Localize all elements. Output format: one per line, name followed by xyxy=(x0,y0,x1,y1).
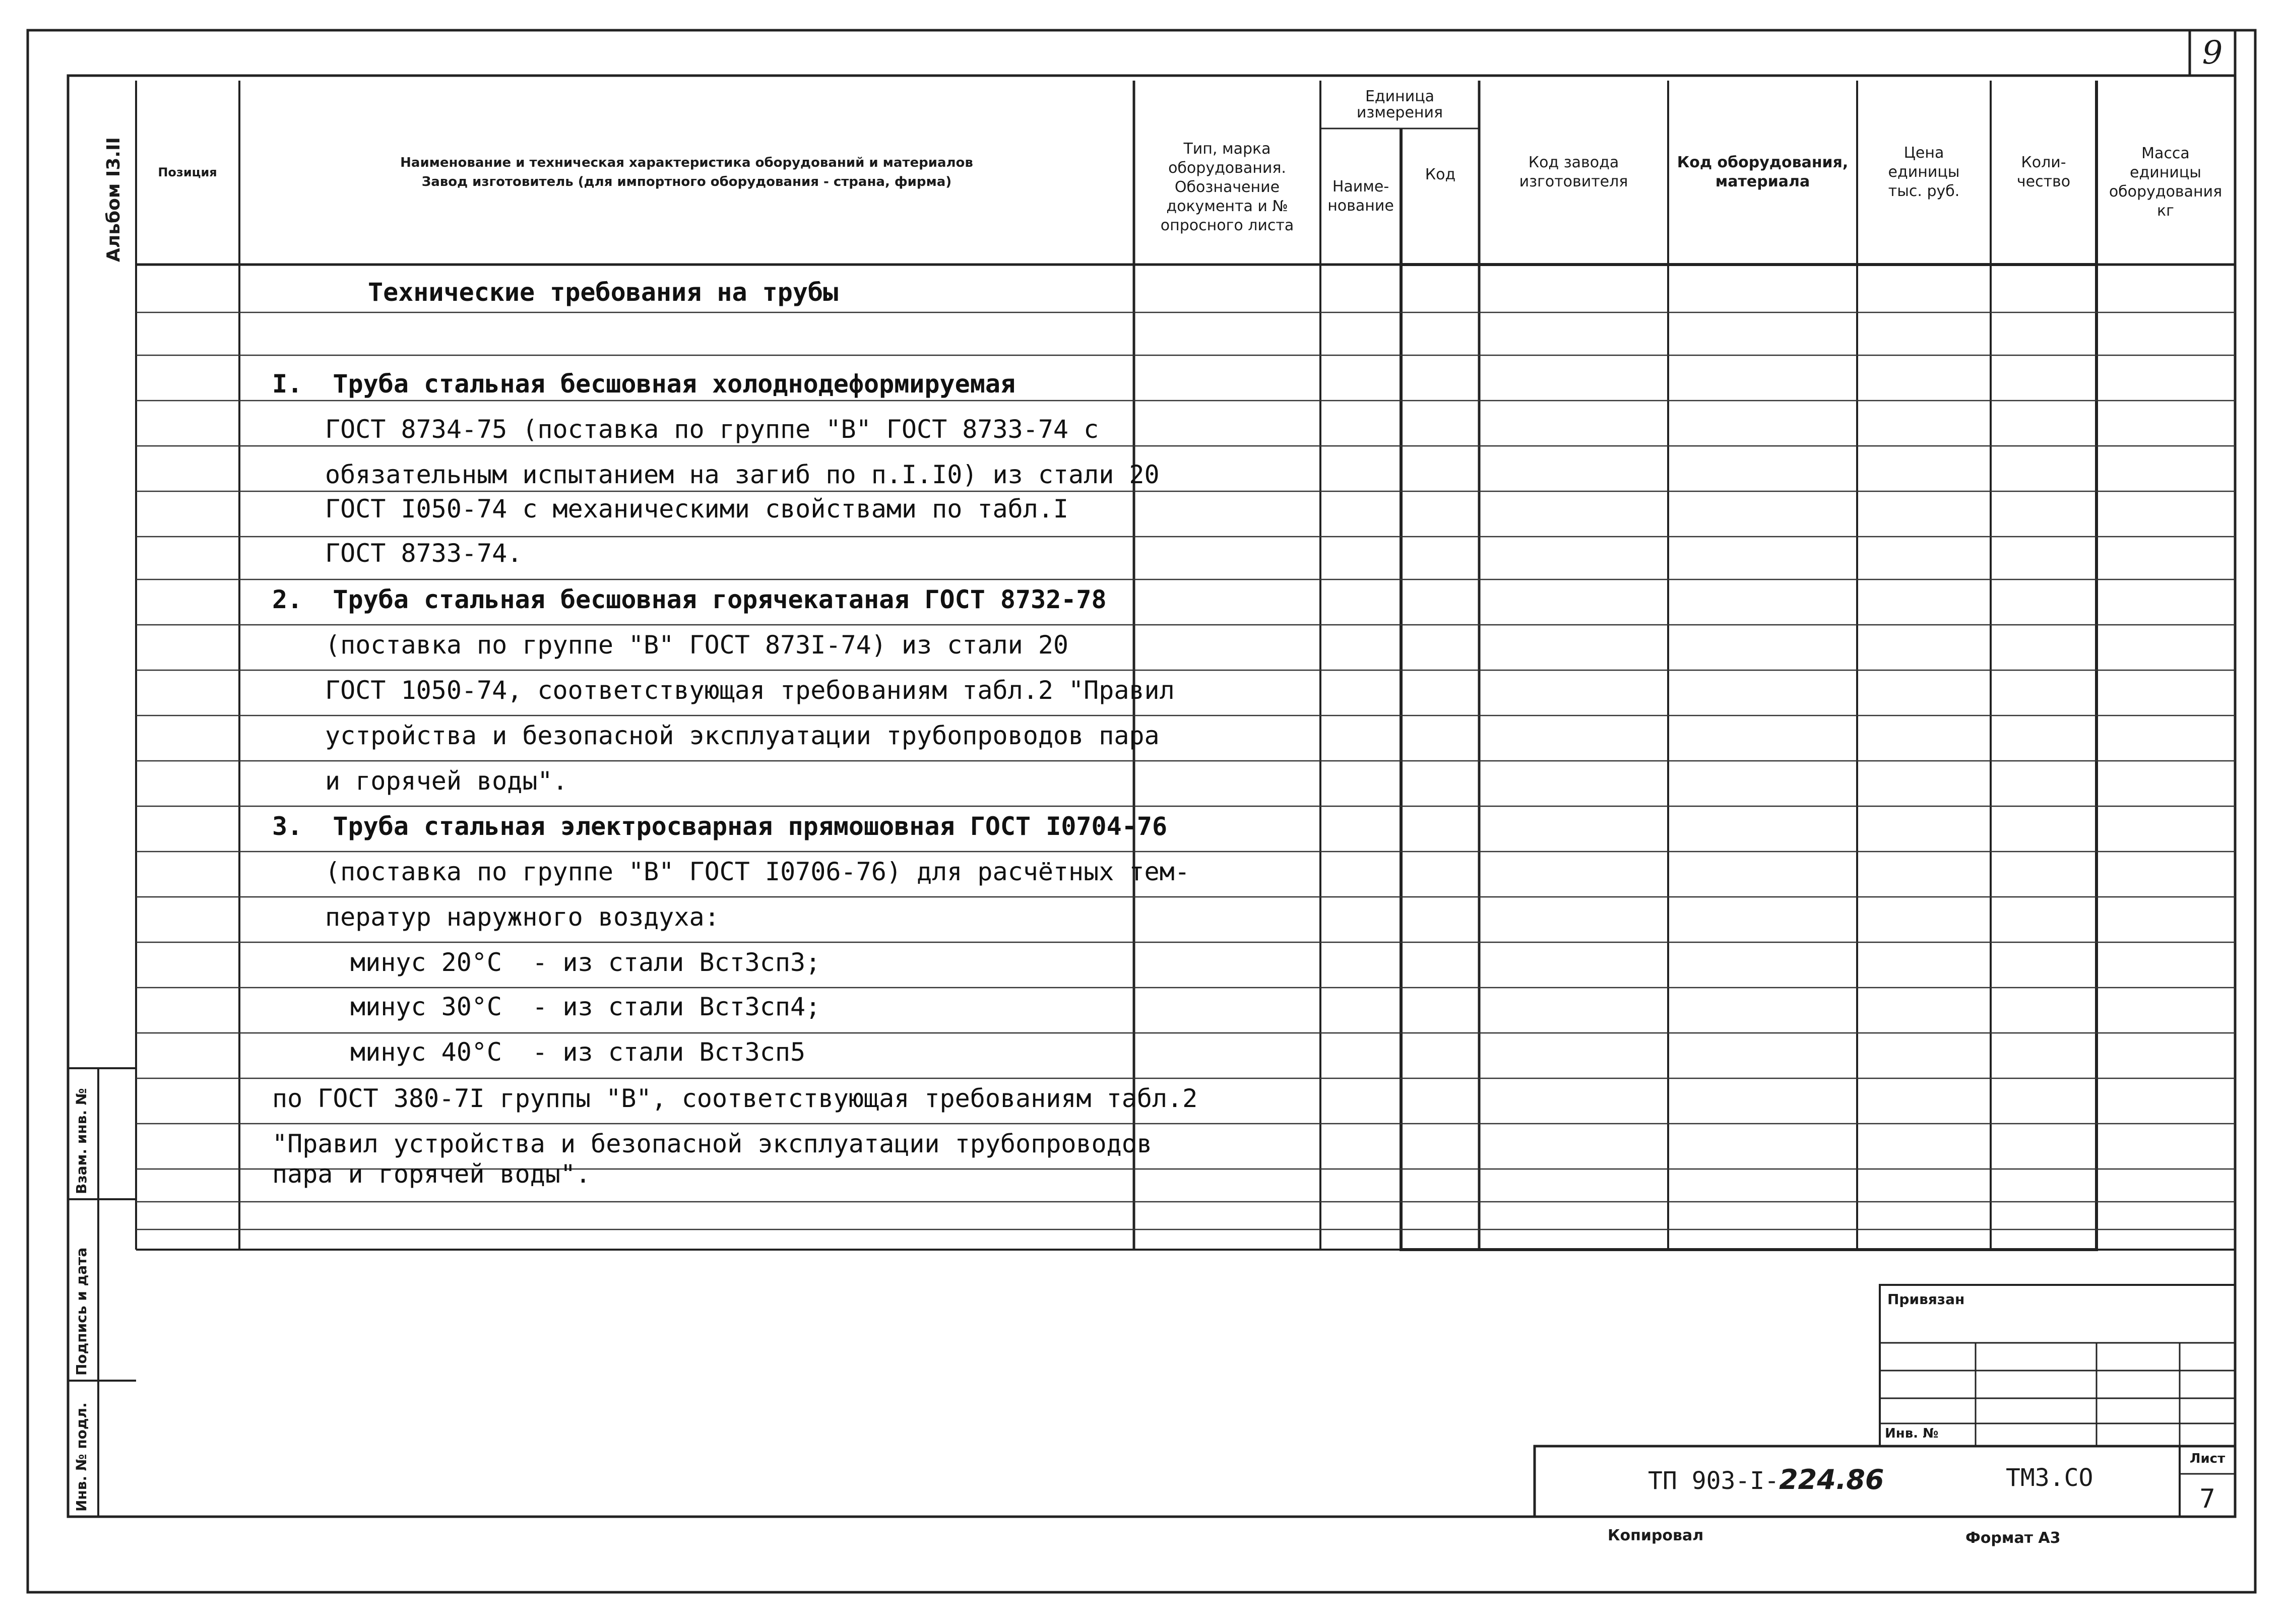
item-1-line-5: ГОСТ 8733-74. xyxy=(325,539,523,568)
header-type-line: Обозначение xyxy=(1174,178,1280,196)
header-unit-line: измерения xyxy=(1356,103,1443,121)
stamp-list-value: 7 xyxy=(2199,1484,2215,1514)
item-3-line-7: по ГОСТ 380-7I группы "В", соответствующая требованиям табл.2 xyxy=(272,1084,1198,1113)
header-unit-name-line: нование xyxy=(1327,197,1394,215)
stamp-list-label: Лист xyxy=(2189,1451,2226,1466)
item-3-line-3: ператур наружного воздуха: xyxy=(325,902,720,932)
item-2-line-1: 2. Труба стальная бесшовная горячекатаная ГОСТ 8732-78 xyxy=(272,585,1107,614)
header-unit-name-line: Наиме- xyxy=(1332,178,1389,196)
header-equip-line: Код оборудования, xyxy=(1677,153,1849,171)
item-3-line-9: пара и горячей воды". xyxy=(272,1159,591,1189)
header-type-line: оборудования. xyxy=(1168,159,1286,177)
header-position: Позиция xyxy=(158,165,217,179)
document-number-hand: 224.86 xyxy=(1779,1464,1884,1496)
item-2-line-5: и горячей воды". xyxy=(325,766,568,796)
header-name-title: Наименование и техническая характеристика оборудований и материалов xyxy=(400,155,973,170)
stamp-privyazan: Привязан xyxy=(1887,1291,1965,1308)
header-equip-line: материала xyxy=(1715,172,1810,190)
album-label: Альбом I3.II xyxy=(103,137,124,262)
item-1-line-3: обязательным испытанием на загиб по п.I.I0) из стали 20 xyxy=(325,460,1160,489)
document-number-prefix: ТП 903-I- xyxy=(1648,1467,1780,1495)
header-plant-line: Код завода xyxy=(1528,153,1619,171)
header-equipment-code xyxy=(1669,81,1856,264)
header-type-line: опросного листа xyxy=(1160,216,1294,234)
side-label-vzam: Взам. инв. № xyxy=(73,1088,90,1194)
item-3-line-2: (поставка по группе "В" ГОСТ I0706-76) для расчётных тем- xyxy=(325,857,1190,886)
header-plant-code xyxy=(1480,81,1667,264)
sheet-number: 9 xyxy=(2202,34,2223,72)
item-3-line-8: "Правил устройства и безопасной эксплуатации трубопроводов xyxy=(272,1129,1152,1158)
header-name-sub: Завод изготовитель (для импортного оборудования - страна, фирма) xyxy=(421,174,952,189)
footer-copied: Копировал xyxy=(1608,1527,1704,1544)
side-label-podpis: Подпись и дата xyxy=(73,1247,90,1376)
bold-code-box xyxy=(1401,265,2097,1250)
item-3-line-4: минус 20°С - из стали ВстЗсп3; xyxy=(350,948,821,977)
header-price-line: Цена xyxy=(1903,144,1944,162)
item-2-line-4: устройства и безопасной эксплуатации трубопроводов пара xyxy=(325,721,1160,750)
header-name xyxy=(240,81,1133,264)
title-stamp xyxy=(1535,1446,2235,1517)
header-mass-line: кг xyxy=(2157,202,2174,220)
header-plant-line: изготовителя xyxy=(1519,172,1628,190)
document-code: ТМЗ.СО xyxy=(2006,1464,2093,1492)
header-unit-name xyxy=(1321,129,1400,264)
header-unit-code: Код xyxy=(1425,166,1456,183)
header-type-line: документа и № xyxy=(1166,197,1288,215)
header-type xyxy=(1135,111,1319,264)
stamp-inv-no: Инв. № xyxy=(1885,1426,1939,1441)
header-type-line: Тип, марка xyxy=(1183,140,1271,158)
item-3-line-6: минус 40°С - из стали ВстЗсп5 xyxy=(350,1037,806,1067)
item-3-line-5: минус 30°С - из стали ВстЗсп4; xyxy=(350,992,821,1021)
footer-format: Формат А3 xyxy=(1965,1529,2061,1547)
header-qty-line: Коли- xyxy=(2021,153,2066,171)
item-2-line-2: (поставка по группе "В" ГОСТ 873I-74) из стали 20 xyxy=(325,630,1069,660)
section-title: Технические требования на трубы xyxy=(368,278,839,307)
header-mass-line: оборудования xyxy=(2109,182,2222,201)
header-price-line: тыс. руб. xyxy=(1888,182,1960,200)
header-unit xyxy=(1321,82,1478,127)
header-mass xyxy=(2098,101,2234,264)
header-price-line: единицы xyxy=(1888,163,1960,181)
header-mass-line: Масса xyxy=(2141,144,2190,162)
privyazan-stamp xyxy=(1880,1285,2235,1446)
header-quantity xyxy=(1992,81,2096,264)
header-mass-line: единицы xyxy=(2130,163,2201,181)
item-3-line-1: 3. Труба стальная электросварная прямошовная ГОСТ I0704-76 xyxy=(272,812,1168,841)
item-1-line-2: ГОСТ 8734-75 (поставка по группе "В" ГОСТ 8733-74 с xyxy=(325,415,1099,444)
item-1-line-1: I. Труба стальная бесшовная холоднодеформируемая xyxy=(272,369,1016,399)
header-price xyxy=(1858,81,1990,264)
header-unit-line: Единица xyxy=(1365,87,1435,105)
header-qty-line: чество xyxy=(2016,172,2071,190)
document-number xyxy=(1648,1464,1884,1496)
item-2-line-3: ГОСТ 1050-74, соответствующая требованиям табл.2 "Правил xyxy=(325,676,1175,705)
item-1-line-4: ГОСТ I050-74 с механическими свойствами по табл.I xyxy=(325,494,1069,524)
side-label-inv-podl: Инв. № подл. xyxy=(73,1402,90,1512)
